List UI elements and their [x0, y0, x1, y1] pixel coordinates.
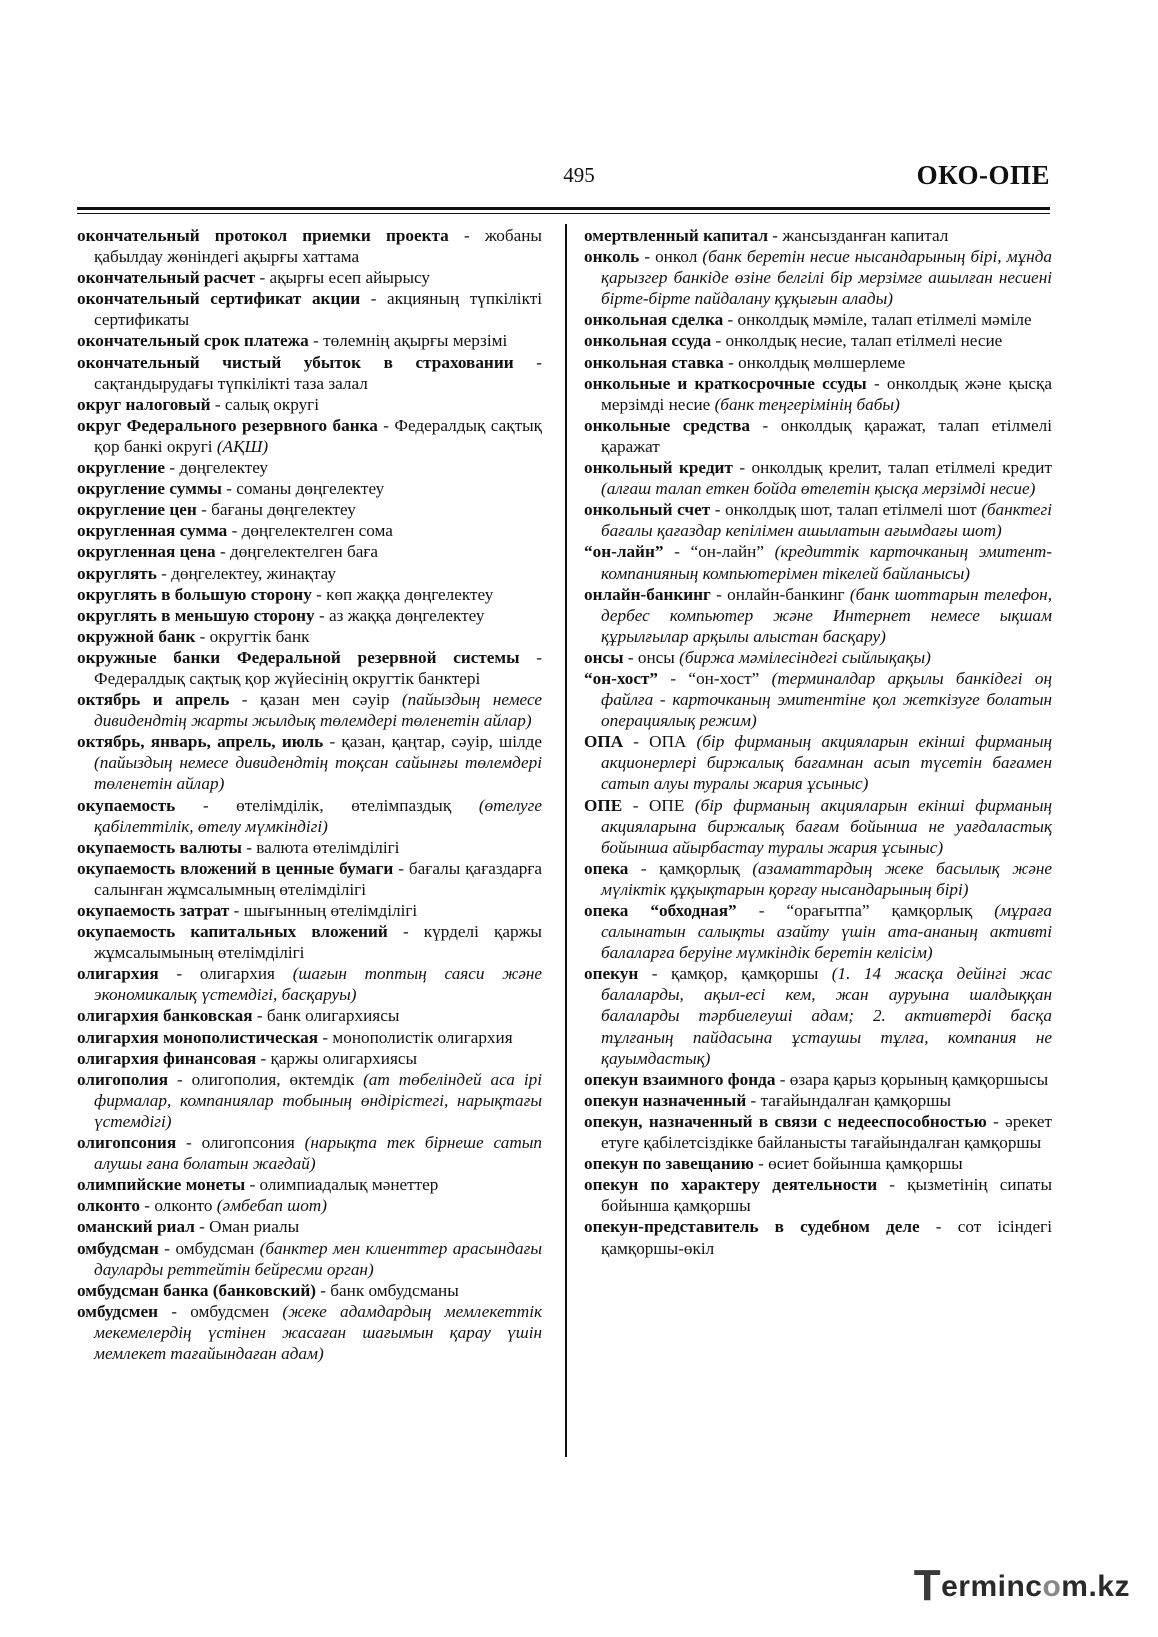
entry-note: (банк теңгерімінің бабы): [714, 394, 900, 414]
site-logo: Termincom.kz: [913, 1561, 1130, 1610]
entry-translation: - онколдық қаражат, талап етілмелі қаражат: [601, 415, 1052, 456]
dictionary-entry: [77, 921, 542, 963]
entry-term: округлять в меньшую сторону: [77, 605, 315, 625]
dictionary-entry: [77, 499, 542, 520]
dictionary-entry: [584, 795, 1052, 858]
dictionary-entry: [77, 225, 542, 267]
dictionary-entry: [77, 605, 542, 626]
entry-term: опека: [584, 858, 629, 878]
entry-translation: - “он-хост”: [658, 668, 772, 688]
entry-term: опекун: [584, 964, 639, 984]
dictionary-entry: [584, 1069, 1052, 1090]
dictionary-entry: [584, 330, 1052, 351]
dictionary-entry: [584, 858, 1052, 900]
dictionary-entry: [77, 1069, 542, 1132]
entry-note: (шағын топтың саяси және экономикалық үстемдігі, басқаруы): [94, 964, 542, 1005]
dictionary-entry: [77, 478, 542, 499]
dictionary-entry: [77, 584, 542, 605]
entry-translation: - төлемнің ақырғы мерзімі: [308, 331, 508, 351]
dictionary-entry: [584, 457, 1052, 499]
entry-term: олимпийские монеты: [77, 1175, 246, 1195]
entry-note: (кредиттік карточканың эмитент-компанияның компьютерімен тікелей байланысы): [601, 542, 1052, 583]
dictionary-entry: [77, 394, 542, 415]
entry-term: омбудсмен: [77, 1301, 158, 1321]
dictionary-entry: [584, 352, 1052, 373]
entry-note: (өтелуге қабілеттілік, өтелу мүмкіндігі): [94, 795, 542, 836]
dictionary-entry: [77, 1301, 542, 1364]
dictionary-entry: [77, 626, 542, 647]
entry-translation: - қамқор, қамқоршы: [638, 964, 832, 984]
entry-translation: - онколдық крелит, талап етілмелі кредит: [732, 458, 1052, 478]
dictionary-entry: [77, 563, 542, 584]
entry-translation: - валюта өтелімділігі: [241, 837, 400, 857]
entry-term: олигопсония: [77, 1133, 177, 1153]
entry-translation: - өзара қарыз қорының қамқоршысы: [775, 1069, 1049, 1089]
dictionary-entry: [77, 541, 542, 562]
entry-translation: - онколдық және қысқа мерзімді несие: [601, 373, 1052, 414]
dictionary-entry: [77, 795, 542, 837]
entry-term: окружной банк: [77, 626, 196, 646]
entry-term: опекун по завещанию: [584, 1154, 754, 1174]
entry-translation: - әрекет етуге қабілетсіздікке байланысты тағайындалған қамқоршы: [601, 1111, 1052, 1153]
entry-term: онкольная ссуда: [584, 331, 712, 351]
entry-translation: - онлайн-банкинг: [710, 584, 850, 604]
entry-term: онкольная ставка: [584, 352, 724, 372]
entry-note: (АҚШ): [216, 436, 269, 456]
entry-translation: - соманы дөңгелектеу: [221, 479, 385, 499]
entry-term: олигархия: [77, 964, 159, 984]
right-column: [584, 225, 1052, 1259]
entry-term: оманский риал: [77, 1217, 195, 1237]
entry-term: округ Федерального резервного банка: [77, 415, 378, 435]
dictionary-entry: [77, 415, 542, 457]
entry-term: округленная цена: [77, 542, 216, 562]
entry-term: округление: [77, 458, 166, 478]
entry-term: окончательный протокол приемки проекта: [77, 226, 449, 245]
entry-note: (ат төбеліндей аса ірі фирмалар, компаниялар тобының өндірістегі, нарықтағы үстемдігі): [94, 1069, 542, 1131]
dictionary-entry: [77, 647, 542, 689]
entry-note: (әмбебап шот): [216, 1196, 327, 1216]
left-column: [77, 225, 542, 1364]
entry-term: округлять в большую сторону: [77, 584, 312, 604]
entry-note: (банк шоттарын телефон, дербес компьютер және Интернет немесе ықшам құрылғылар арқылы алыстан басқару): [601, 584, 1052, 646]
dictionary-entry: [77, 1027, 542, 1048]
column-divider: [565, 224, 567, 1457]
dictionary-entry: [77, 1174, 542, 1195]
dictionary-entry: [584, 225, 1052, 246]
entry-translation: - қазан мен сәуір: [229, 690, 402, 710]
header-rule-thick: [77, 207, 1050, 210]
dictionary-entry: [77, 267, 542, 288]
entry-term: онсы: [584, 647, 624, 667]
entry-term: олигополия: [77, 1069, 168, 1089]
dictionary-entry: [584, 415, 1052, 457]
entry-translation: - өтелімділік, өтелімпаздық: [175, 795, 479, 815]
entry-translation: - дөңгелектелген сома: [227, 521, 393, 541]
dictionary-entry: [77, 689, 542, 731]
entry-note: (пайыздың немесе дивидендтің жарты жылдық төлемдері төленетін айлар): [94, 690, 542, 731]
entry-term: опека “обходная”: [584, 901, 737, 920]
entry-translation: - ОПА: [623, 732, 697, 752]
entry-translation: - шығынның өтелімділігі: [229, 901, 418, 920]
dictionary-entry: [77, 900, 542, 921]
entry-term: опекун по характеру деятельности: [584, 1175, 878, 1195]
entry-translation: - көп жаққа дөңгелектеу: [311, 584, 494, 604]
entry-term: омбудсман банка (банковский): [77, 1280, 316, 1300]
entry-translation: - онколдық несие, талап етілмелі несие: [711, 331, 1003, 351]
entry-translation: - қаржы олигархиясы: [256, 1048, 418, 1068]
entry-term: онкольная сделка: [584, 310, 724, 330]
entry-term: окупаемость вложений в ценные бумаги: [77, 858, 394, 878]
entry-translation: - банк омбудсманы: [315, 1280, 459, 1300]
dictionary-entry: [77, 520, 542, 541]
entry-translation: - қамқорлық: [628, 858, 753, 878]
entry-translation: - онсы: [623, 647, 680, 667]
entry-term: окупаемость валюты: [77, 837, 242, 857]
entry-term: окончательный срок платежа: [77, 331, 309, 351]
entry-term: окончательный сертификат акции: [77, 289, 361, 309]
entry-translation: - омбудсмен: [158, 1301, 283, 1321]
entry-note: (биржа мәмілесіндегі сыйлықақы): [679, 647, 931, 667]
entry-translation: - сақтандырудағы түпкілікті таза залал: [94, 352, 542, 393]
entry-term: округление суммы: [77, 479, 222, 499]
entry-term: онлайн-банкинг: [584, 584, 711, 604]
entry-translation: - дөңгелектелген баға: [215, 542, 379, 562]
entry-translation: - омбудсман: [158, 1238, 260, 1258]
entry-note: (пайыздың немесе дивидендтің тоқсан сайынғы төлемдері төленетін айлар): [94, 753, 542, 794]
entry-translation: - жобаны қабылдау жөніндегі ақырғы хаттама: [94, 226, 542, 267]
entry-translation: - Федералдық сақтық қор жүйесінің округтік банктері: [94, 647, 542, 688]
entry-term: олигархия монополистическая: [77, 1027, 319, 1047]
entry-translation: - олигополия, өктемдік: [168, 1069, 364, 1089]
entry-translation: - ақырғы есеп айырысу: [255, 268, 431, 288]
entry-translation: - дөңгелектеу: [165, 458, 269, 478]
entry-translation: - округтік банк: [195, 626, 310, 646]
entry-translation: - олигопсония: [176, 1133, 305, 1153]
entry-translation: - Оман риалы: [194, 1217, 300, 1237]
entry-term: окупаемость затрат: [77, 901, 230, 920]
entry-translation: - “орағытпа” қамқорлық: [736, 901, 995, 920]
entry-translation: - тағайындалған қамқоршы: [746, 1090, 951, 1110]
running-head: ОКО-ОПЕ: [916, 160, 1050, 190]
entry-translation: - сот ісіндегі қамқоршы-өкіл: [601, 1217, 1053, 1258]
entry-term: онкольные и краткосрочные ссуды: [584, 373, 867, 393]
entry-term: опекун-представитель в судебном деле: [584, 1217, 920, 1237]
dictionary-entry: [77, 1048, 542, 1069]
dictionary-entry: [77, 1280, 542, 1301]
entry-translation: - олконто: [140, 1196, 217, 1216]
dictionary-entry: [584, 900, 1052, 963]
entry-term: окупаемость капитальных вложений: [77, 922, 388, 942]
entry-term: октябрь, январь, апрель, июль: [77, 732, 324, 752]
dictionary-entry: [584, 309, 1052, 330]
dictionary-entry: [584, 373, 1052, 415]
entry-term: окупаемость: [77, 795, 176, 815]
dictionary-entry: [77, 1216, 542, 1237]
dictionary-entry: [584, 1216, 1052, 1258]
entry-note: (алғаш талап еткен бойда өтелетін қысқа мерзімді несие): [601, 479, 1036, 499]
dictionary-entry: [77, 288, 542, 330]
entry-term: омбудсман: [77, 1238, 159, 1258]
entry-term: олконто: [77, 1196, 140, 1216]
entry-translation: - монополистік олигархия: [318, 1027, 513, 1047]
entry-translation: - онколдық мәміле, талап етілмелі мәміле: [723, 310, 1032, 330]
entry-translation: - салық округі: [210, 394, 319, 414]
dictionary-entry: [584, 1111, 1052, 1153]
entry-term: онкольный счет: [584, 500, 711, 520]
entry-translation: - онколдық мөлшерлеме: [723, 352, 906, 372]
entry-term: “он-лайн”: [584, 542, 664, 562]
entry-translation: - онколдық шот, талап етілмелі шот: [710, 500, 982, 520]
dictionary-entry: [584, 1090, 1052, 1111]
entry-term: онкольные средства: [584, 415, 750, 435]
dictionary-entry: [584, 731, 1052, 794]
entry-note: (мұраға салынатын салықты азайту үшін ата-ананың активті балаларға беруіне мүмкіндік беретін келісім): [601, 901, 1052, 963]
entry-note: (банктегі бағалы қағаздар кепілімен ашылатын ағымдағы шот): [601, 500, 1053, 541]
entry-term: олигархия финансовая: [77, 1048, 257, 1068]
dictionary-entry: [584, 1174, 1052, 1216]
entry-translation: - қызметінің сипаты бойынша қамқоршы: [601, 1175, 1052, 1216]
dictionary-entry: [77, 1195, 542, 1216]
entry-term: “он-хост”: [584, 668, 659, 688]
entry-term: округлять: [77, 563, 157, 583]
entry-note: (банк беретін несие нысандарының бірі, мұнда қарызгер банкіде өзіне белгілі бір мерзімге ашылған несиені бірте-бірте пайдалану құқығын алады): [601, 247, 1052, 309]
entry-translation: - бағаны дөңгелектеу: [196, 500, 356, 520]
entry-term: омертвленный капитал: [584, 226, 768, 245]
entry-term: ОПА: [584, 732, 624, 752]
entry-term: онкольный кредит: [584, 458, 733, 478]
dictionary-entry: [77, 457, 542, 478]
entry-term: онколь: [584, 247, 640, 267]
entry-term: опекун назначенный: [584, 1090, 747, 1110]
entry-term: окончательный расчет: [77, 268, 256, 288]
entry-note: (нарықта тек бірнеше сатып алушы ғана болатын жағдай): [94, 1133, 542, 1174]
entry-term: олигархия банковская: [77, 1006, 253, 1026]
dictionary-entry: [77, 352, 542, 394]
dictionary-entry: [77, 731, 542, 794]
dictionary-entry: [584, 1153, 1052, 1174]
entry-translation: - акцияның түпкілікті сертификаты: [94, 289, 542, 330]
entry-translation: - “он-лайн”: [663, 542, 775, 562]
entry-translation: - қазан, қаңтар, сәуір, шілде: [323, 732, 542, 752]
dictionary-entry: [77, 1005, 542, 1026]
entry-note: (1. 14 жасқа дейінгі жас балаларды, ақыл-есі кем, жан ауруына шалдыққан балаларды тәрбиелеуші адам; 2. активтерді басқа тұлғаның пайдасына ұстаушы тұлға, компания не қауымдастық): [601, 964, 1053, 1068]
dictionary-entry: [584, 499, 1052, 541]
entry-term: опекун, назначенный в связи с недееспособностью: [584, 1111, 987, 1131]
entry-note: (терминалдар арқылы банкідегі оң файлға - карточканың эмитентіне қол жеткізуге болатын операциялық режим): [601, 668, 1052, 731]
page-number: 495: [563, 163, 595, 187]
dictionary-entry: [77, 858, 542, 900]
entry-term: округление цен: [77, 500, 197, 520]
entry-term: опекун взаимного фонда: [584, 1069, 776, 1089]
entry-translation: - дөңгелектеу, жинақтау: [156, 563, 336, 583]
dictionary-entry: [77, 1238, 542, 1280]
entry-term: окружные банки Федеральной резервной системы: [77, 647, 520, 667]
dictionary-entry: [584, 963, 1052, 1068]
entry-translation: - олимпиадалық мәнеттер: [245, 1175, 439, 1195]
entry-note: (азаматтардың жеке басылық және мүліктік құқықтарын қорғау нысандарының бірі): [601, 858, 1052, 899]
dictionary-entry: [584, 541, 1052, 583]
entry-translation: - онкол: [639, 247, 703, 267]
entry-translation: - бағалы қағаздарға салынған жұмсалымның өтелімділігі: [94, 858, 542, 899]
entry-translation: - ОПЕ: [622, 795, 695, 815]
entry-translation: - Федералдық сақтық қор банкі округі: [94, 415, 542, 456]
entry-translation: - олигархия: [158, 964, 293, 984]
dictionary-entry: [584, 647, 1052, 668]
entry-note: (банктер мен клиенттер арасындағы дауларды реттейтін бейресми орган): [94, 1238, 542, 1279]
entry-note: (жеке адамдардың мемлекеттік мекемелердің үстінен жасаған шағымын қарау үшін мемлекет тағайындаған адам): [94, 1301, 543, 1363]
dictionary-entry: [77, 963, 542, 1005]
dictionary-entry: [584, 668, 1052, 731]
entry-translation: - аз жаққа дөңгелектеу: [314, 605, 485, 625]
entry-translation: - күрделі қаржы жұмсалымының өтелімділігі: [94, 922, 542, 963]
entry-translation: - банк олигархиясы: [252, 1006, 400, 1026]
entry-translation: - өсиет бойынша қамқоршы: [753, 1154, 963, 1174]
dictionary-entry: [77, 330, 542, 351]
entry-term: округ налоговый: [77, 394, 211, 414]
entry-term: окончательный чистый убыток в страховании: [77, 352, 514, 372]
entry-note: (бір фирманың акцияларын екінші фирманың акционерлері биржалық бағамнан асып түсетін бағамен сатып алуы туралы жария ұсыныс): [601, 732, 1053, 794]
entry-term: октябрь и апрель: [77, 690, 230, 710]
dictionary-entry: [584, 246, 1052, 309]
header-rule-thin: [77, 213, 1050, 214]
dictionary-entry: [77, 837, 542, 858]
entry-note: (бір фирманың акцияларын екінші фирманың акцияларына биржалық бағам бойынша не уағдаластық бойынша айырбастау туралы жария ұсыныс): [601, 795, 1052, 857]
entry-term: ОПЕ: [584, 795, 623, 815]
entry-term: округленная сумма: [77, 521, 228, 541]
dictionary-entry: [77, 1132, 542, 1174]
dictionary-entry: [584, 584, 1052, 647]
entry-translation: - жансызданған капитал: [768, 226, 949, 245]
